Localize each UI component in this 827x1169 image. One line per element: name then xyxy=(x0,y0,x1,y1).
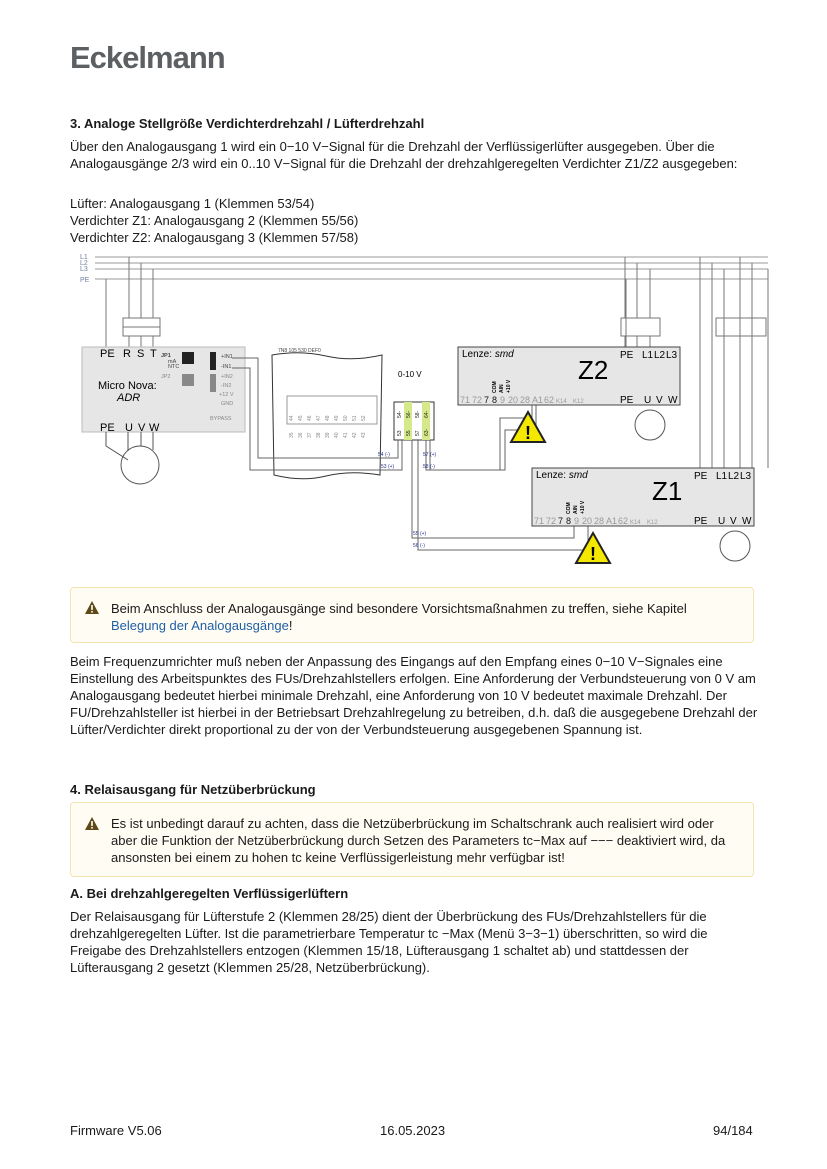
controller-terminal: 45 xyxy=(298,415,304,421)
analog-output-terminal: 55 xyxy=(406,430,412,436)
section-3-heading: 3. Analoge Stellgröße Verdichterdrehzahl / Lüfterdrehzahl xyxy=(70,116,425,131)
port-label: +12 V xyxy=(219,392,234,398)
drive-terminal: 7 xyxy=(484,395,490,405)
wire-label: 53 (+) xyxy=(381,464,395,470)
controller-terminal: 39 xyxy=(325,432,331,438)
section-3-intro: Über den Analogausgang 1 wird ein 0−10 V−Signal für die Drehzahl der Verflüssigerlüfter ausgegeben. Über die Analogausgänge 2/3 wird ein 0..10 V−Signal für die Drehzahl der drehzahlgeregelten Verdichter Z1/Z2 ausgegeben: xyxy=(70,139,738,171)
drive-terminal: 71 xyxy=(460,395,471,405)
drive-terminal: L2 xyxy=(654,350,666,361)
mains-label: L2 xyxy=(80,260,88,267)
drive-terminal: 8 xyxy=(566,516,572,526)
micronova-terminal: R xyxy=(123,348,131,360)
jp-mode: mA xyxy=(168,359,177,365)
jp1-label: JP1 xyxy=(161,353,171,359)
warning-triangle-icon xyxy=(576,533,610,564)
ain-label: +10 V xyxy=(506,379,512,393)
list-item: Verdichter Z2: Analogausgang 3 (Klemmen 57/58) xyxy=(70,230,359,245)
controller-terminal: 51 xyxy=(352,415,358,421)
list-item: Lüfter: Analogausgang 1 (Klemmen 53/54) xyxy=(70,196,315,211)
mains-label: L3 xyxy=(80,266,88,273)
ain-label: COM xyxy=(492,381,498,393)
drive-terminal: V xyxy=(730,516,737,527)
drive-terminal: 62 xyxy=(544,395,555,405)
micronova-terminal: U xyxy=(125,422,133,434)
warning-triangle-icon xyxy=(511,412,545,443)
drive-name: Z1 xyxy=(652,476,683,506)
notice-text: Beim Anschluss der Analogausgänge sind besondere Vorsichtsmaßnahmen zu treffen, siehe Kapitel xyxy=(111,601,687,616)
ain-label: +10 V xyxy=(580,500,586,514)
warning-icon xyxy=(85,817,99,833)
footer-date: 16.05.2023 xyxy=(380,1123,446,1138)
drive-terminal: PE xyxy=(620,395,634,406)
drive-terminal: 62 xyxy=(618,516,629,526)
drive-terminal: L1 xyxy=(716,471,728,482)
compressor-motor-icon xyxy=(635,410,665,440)
analog-output-terminal: 54- xyxy=(397,410,403,418)
ain-label: AIN xyxy=(573,505,579,514)
drive-terminal: 8 xyxy=(492,395,498,405)
controller-terminal: 49 xyxy=(334,415,340,421)
micronova-terminal: PE xyxy=(100,422,115,434)
mains-label: PE xyxy=(80,277,90,284)
sub-heading: A. Bei drehzahlgeregelten Verflüssigerlüftern xyxy=(70,886,349,901)
analog-output-terminal: 57 xyxy=(415,430,421,436)
jp2-label: JP2 xyxy=(161,374,171,380)
mains-label: L1 xyxy=(80,254,88,261)
controller-terminal: 47 xyxy=(316,415,322,421)
drive-terminal: 9 xyxy=(500,395,506,405)
controller-terminal: 40 xyxy=(334,432,340,438)
drive-terminal: 20 xyxy=(582,516,593,526)
analog-output-terminal: 63- xyxy=(424,428,430,436)
drive-terminal: W xyxy=(742,516,752,527)
drive-terminal: U xyxy=(718,516,726,527)
drive-terminal: 72 xyxy=(546,516,557,526)
controller-terminal: 41 xyxy=(343,432,349,438)
drive-terminal: L3 xyxy=(666,350,678,361)
drive-terminal: 28 xyxy=(594,516,605,526)
drive-brand: Lenze: smd xyxy=(462,349,514,360)
analog-output-terminal: 53 xyxy=(397,430,403,436)
port-label: -IN1 xyxy=(221,364,232,370)
eckelmann-logo: Eckelmann xyxy=(70,40,225,75)
drive-name: Z2 xyxy=(578,355,609,385)
compressor-motor-icon xyxy=(720,531,750,561)
wire-label: 54 (-) xyxy=(378,452,390,458)
port-label: +IN1 xyxy=(221,354,233,360)
wire-label: 56 (-) xyxy=(413,543,425,549)
micronova-terminal: T xyxy=(150,348,157,360)
warning-notice xyxy=(70,587,754,643)
compressor-drive-z2 xyxy=(458,347,680,406)
controller-terminal: 44 xyxy=(289,415,295,421)
micronova-terminal: PE xyxy=(100,348,115,360)
drive-terminal: K12 xyxy=(647,520,658,526)
controller-range: 0-10 V xyxy=(398,370,422,379)
controller-terminal: 36 xyxy=(298,432,304,438)
wire-label: 57 (+) xyxy=(423,452,437,458)
ain-label: COM xyxy=(566,502,572,514)
footer-page: 94/184 xyxy=(713,1123,753,1138)
controller-terminal: 43 xyxy=(361,432,367,438)
jp-mode: NTC xyxy=(168,364,180,370)
drive-terminal: U xyxy=(644,395,652,406)
controller-terminal: 50 xyxy=(343,415,349,421)
port-label: +IN2 xyxy=(221,374,233,380)
warning-notice xyxy=(70,802,754,877)
svg-text:!: ! xyxy=(590,544,596,564)
port-label: GND xyxy=(221,401,234,407)
drive-terminal: W xyxy=(668,395,678,406)
micronova-title: Micro Nova: xyxy=(98,380,157,392)
analog-output-terminal: 58- xyxy=(415,410,421,418)
drive-terminal: L2 xyxy=(728,471,740,482)
svg-text:!: ! xyxy=(525,423,531,443)
ain-label: AIN xyxy=(499,384,505,393)
section-3-body: Beim Frequenzumrichter muß neben der Anpassung des Eingangs auf den Empfang eines 0−10 V−Signales eine Einstellung des Arbeitspunktes des FUs/Drehzahlstellers erfolgen. Eine Anforderung der Verbundsteuerung von 0 V am Analogausgang bedeutet hierbei minimale Drehzahl, eine Anforderung von 10 V bedeutet maximale Drehzahl. Der FU/Drehzahlsteller ist hierbei in der Betriebsart Drehzahlregelung zu betreiben, d.h. daß die ausgegebene Drehzahl der Lüfter/Verdichter direkt proportional zu der von der Verbundsteuerung ausgegebenen Spannung ist. xyxy=(70,654,758,737)
controller-terminal: 35 xyxy=(289,432,295,438)
drive-terminal: 72 xyxy=(472,395,483,405)
fan-motor-icon xyxy=(121,446,159,484)
drive-terminal: PE xyxy=(694,471,708,482)
section-4-heading: 4. Relaisausgang für Netzüberbrückung xyxy=(70,782,316,797)
controller-terminal: 48 xyxy=(325,415,331,421)
drive-terminal: K14 xyxy=(630,520,641,526)
controller-terminal: 38 xyxy=(316,432,322,438)
micronova-model: ADR xyxy=(117,392,141,404)
controller-terminal: 42 xyxy=(352,432,358,438)
analog-output-terminal: 56- xyxy=(406,410,412,418)
drive-terminal: A1 xyxy=(532,395,544,405)
drive-terminal: 7 xyxy=(558,516,564,526)
analog-outputs-link[interactable]: Belegung der Analogausgänge xyxy=(111,618,289,633)
wiring-diagram xyxy=(70,250,770,570)
micronova-terminal: S xyxy=(137,348,145,360)
drive-terminal: L3 xyxy=(740,471,752,482)
controller-id: 7N8 105 530 DEF0 xyxy=(278,348,321,354)
controller-terminal: 46 xyxy=(307,415,313,421)
wire-label: 55 (+) xyxy=(413,531,427,537)
drive-terminal: A1 xyxy=(606,516,618,526)
warning-icon xyxy=(85,601,99,617)
port-label: -IN2 xyxy=(221,383,232,389)
drive-terminal: 71 xyxy=(534,516,545,526)
micronova-terminal: V xyxy=(138,422,146,434)
micronova-terminal: W xyxy=(149,422,160,434)
list-item: Verdichter Z1: Analogausgang 2 (Klemmen 55/56) xyxy=(70,213,359,228)
notice-text: Es ist unbedingt darauf zu achten, dass die Netzüberbrückung im Schaltschrank auch realisiert wird oder aber die Funktion der Netzüberbrückung durch Setzen des Parameters tc−Max auf −−− deaktiviert wird, da ansonsten bei einem zu hohen tc keine Verflüssigerleistung mehr verfügbar ist! xyxy=(111,816,726,865)
drive-terminal: PE xyxy=(620,350,634,361)
wire-label: 58 (-) xyxy=(423,464,435,470)
drive-terminal: 20 xyxy=(508,395,519,405)
section-4-body: Der Relaisausgang für Lüfterstufe 2 (Klemmen 28/25) dient der Überbrückung des FUs/Drehzahlstellers für die drehzahlgeregelten Lüfter. Ist die parametrierbare Temperatur tc −Max (Menü 3−3−1) überschritten, so wird die Freigabe des Drehzahlstellers entzogen (Klemmen 15/18, Lüfterausgang 1 schaltet ab) und stattdessen der Lüfterausgang 2 gesetzt (Klemmen 25/28, Netzüberbrückung). xyxy=(70,909,708,975)
footer-firmware: Firmware V5.06 xyxy=(70,1123,162,1138)
notice-end: ! xyxy=(288,618,293,633)
controller-terminal: 52 xyxy=(361,415,367,421)
drive-terminal: K14 xyxy=(556,399,567,405)
output-assignment-list xyxy=(70,195,760,246)
port-label: BYPASS xyxy=(210,416,232,422)
drive-terminal: K12 xyxy=(573,399,584,405)
drive-terminal: 9 xyxy=(574,516,580,526)
analog-output-terminal: 64- xyxy=(424,410,430,418)
drive-terminal: 28 xyxy=(520,395,531,405)
drive-terminal: V xyxy=(656,395,663,406)
compressor-drive-z1 xyxy=(532,468,754,527)
drive-terminal: L1 xyxy=(642,350,654,361)
controller-terminal: 37 xyxy=(307,432,313,438)
drive-terminal: PE xyxy=(694,516,708,527)
drive-brand: Lenze: smd xyxy=(536,470,588,481)
